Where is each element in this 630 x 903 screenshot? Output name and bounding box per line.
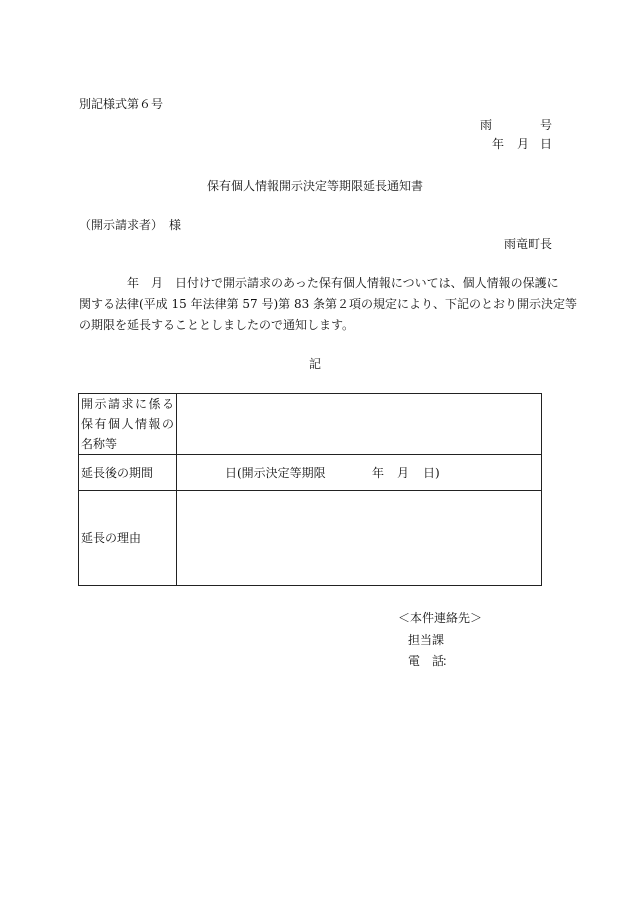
field-reason[interactable] [177, 491, 542, 586]
contact-phone [408, 653, 454, 669]
period-day: 日 [225, 466, 238, 480]
document-number-prefix: 雨 [480, 118, 493, 132]
ki-heading: 記 [308, 357, 321, 371]
period-month: 月 [397, 466, 410, 480]
contact-phone-colon: ： [442, 654, 455, 668]
date-year: 年 [492, 137, 505, 151]
issuer: 雨竜町長 [503, 237, 552, 251]
table-row-reason [79, 491, 542, 586]
date-day: 日 [539, 137, 552, 151]
table-row-information-name [79, 394, 542, 455]
field-extended-period[interactable] [177, 455, 542, 491]
notice-body [79, 273, 578, 336]
notice-body-line-3: の期限を延長することとしましたので通知します。 [79, 318, 355, 332]
details-table [78, 393, 542, 586]
contact-heading: ＜本件連絡先＞ [398, 611, 483, 625]
contact-phone-label: 電 話 [408, 654, 445, 668]
form-number: 別記様式第６号 [79, 97, 164, 111]
table-row-extended-period [79, 455, 542, 491]
row-label-information-name [79, 394, 177, 455]
notice-body-line-2: 関する法律(平成 15 年法律第 57 号)第 83 条第２項の規定により、下記のとおり開示決定等 [79, 297, 578, 311]
document-number-suffix: 号 [539, 118, 552, 132]
document-title: 保有個人情報開示決定等期限延長通知書 [206, 179, 423, 193]
period-close: 日) [423, 466, 440, 480]
date-month: 月 [517, 137, 530, 151]
row-label-reason: 延長の理由 [79, 491, 177, 586]
period-year: 年 [372, 466, 385, 480]
row-label-line-3: 名称等 [81, 437, 118, 451]
row-label-line-1: 開示請求に係る [81, 397, 174, 411]
row-label-line-2: 保有個人情報の [81, 417, 174, 431]
notice-body-line-1: 年 月 日付けで開示請求のあった保有個人情報については、個人情報の保護に [127, 276, 559, 290]
row-label-extended-period: 延長後の期間 [79, 455, 177, 491]
field-information-name[interactable] [177, 394, 542, 455]
contact-department: 担当課 [408, 633, 445, 647]
addressee: （開示請求者） 様 [79, 218, 182, 232]
period-deadline-label: (開示決定等期限 [237, 466, 326, 480]
